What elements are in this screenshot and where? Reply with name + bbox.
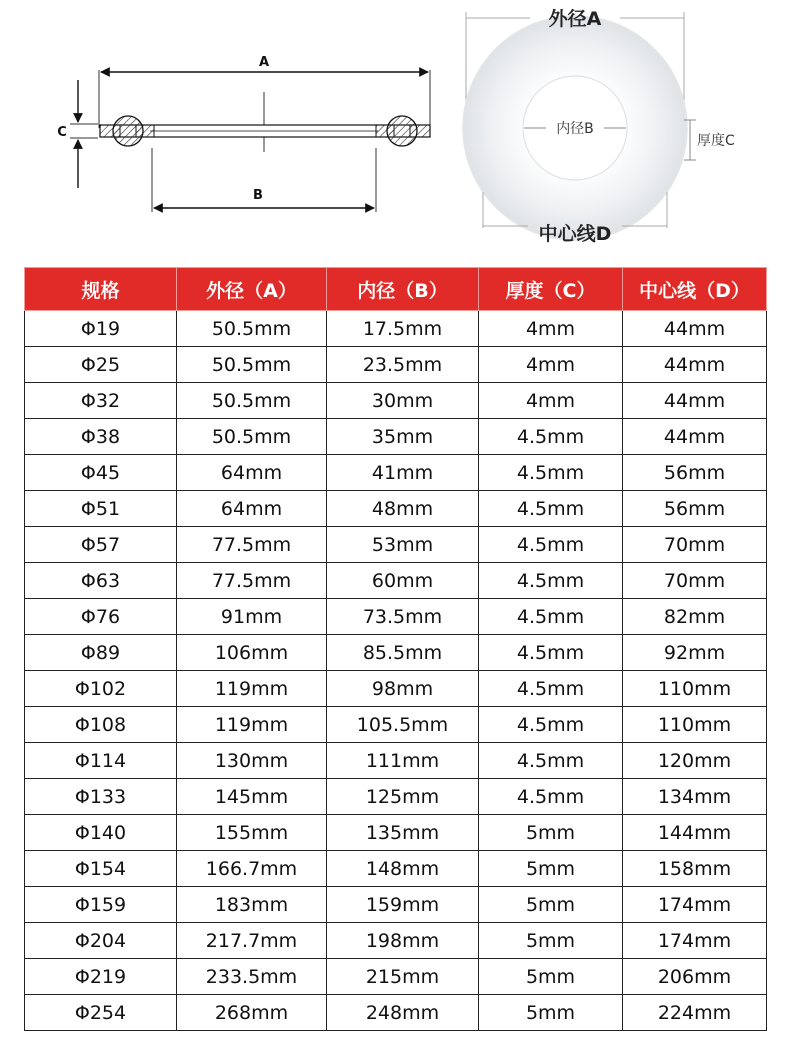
cell-center: 44mm — [623, 311, 767, 347]
cell-inner: 41mm — [327, 455, 479, 491]
cell-thickness: 4.5mm — [479, 563, 623, 599]
cell-outer: 64mm — [177, 491, 327, 527]
cell-inner: 73.5mm — [327, 599, 479, 635]
cell-spec: Φ57 — [25, 527, 177, 563]
cell-thickness: 4.5mm — [479, 491, 623, 527]
table-row — [25, 455, 767, 491]
center-line-label: 中心线D — [538, 223, 612, 245]
cell-center: 44mm — [623, 419, 767, 455]
cell-outer: 77.5mm — [177, 527, 327, 563]
cell-spec: Φ25 — [25, 347, 177, 383]
cell-outer: 233.5mm — [177, 959, 327, 995]
cell-spec: Φ154 — [25, 851, 177, 887]
cell-thickness: 5mm — [479, 887, 623, 923]
table-row — [25, 671, 767, 707]
cell-spec: Φ76 — [25, 599, 177, 635]
cell-center: 92mm — [623, 635, 767, 671]
table-row — [25, 995, 767, 1031]
cell-outer: 119mm — [177, 671, 327, 707]
cell-spec: Φ32 — [25, 383, 177, 419]
header-thickness: 厚度（C） — [479, 268, 623, 311]
cell-thickness: 5mm — [479, 923, 623, 959]
table-header-row — [25, 268, 767, 311]
table-body — [25, 311, 767, 1031]
table-row — [25, 887, 767, 923]
illustration-svg — [0, 0, 790, 262]
dimension-a-label: A — [258, 55, 270, 70]
table-row — [25, 383, 767, 419]
cell-spec: Φ38 — [25, 419, 177, 455]
cell-inner: 248mm — [327, 995, 479, 1031]
cell-spec: Φ140 — [25, 815, 177, 851]
cell-inner: 159mm — [327, 887, 479, 923]
cell-thickness: 5mm — [479, 815, 623, 851]
cell-center: 56mm — [623, 455, 767, 491]
cell-outer: 64mm — [177, 455, 327, 491]
cell-thickness: 4.5mm — [479, 779, 623, 815]
cell-center: 44mm — [623, 347, 767, 383]
table-row — [25, 347, 767, 383]
table-row — [25, 743, 767, 779]
dimension-c-label: C — [57, 125, 67, 140]
cell-inner: 35mm — [327, 419, 479, 455]
cell-inner: 198mm — [327, 923, 479, 959]
cell-inner: 30mm — [327, 383, 479, 419]
table-row — [25, 563, 767, 599]
cell-center: 44mm — [623, 383, 767, 419]
table-row — [25, 599, 767, 635]
cell-thickness: 4.5mm — [479, 707, 623, 743]
cell-center: 82mm — [623, 599, 767, 635]
cell-spec: Φ133 — [25, 779, 177, 815]
cell-center: 70mm — [623, 527, 767, 563]
thickness-label: 厚度C — [697, 133, 735, 149]
cell-center: 174mm — [623, 923, 767, 959]
cell-spec: Φ254 — [25, 995, 177, 1031]
cell-spec: Φ63 — [25, 563, 177, 599]
cell-center: 134mm — [623, 779, 767, 815]
cell-inner: 60mm — [327, 563, 479, 599]
gasket-photo — [463, 7, 735, 245]
cell-thickness: 4mm — [479, 383, 623, 419]
cell-outer: 268mm — [177, 995, 327, 1031]
cell-spec: Φ159 — [25, 887, 177, 923]
cell-thickness: 5mm — [479, 995, 623, 1031]
table-row — [25, 419, 767, 455]
cell-center: 56mm — [623, 491, 767, 527]
spec-table — [24, 267, 767, 1031]
cell-thickness: 4.5mm — [479, 455, 623, 491]
cross-section-diagram — [57, 55, 430, 212]
cell-outer: 50.5mm — [177, 347, 327, 383]
cell-outer: 145mm — [177, 779, 327, 815]
cell-thickness: 5mm — [479, 851, 623, 887]
outer-diameter-label: 外径A — [548, 8, 602, 30]
cell-inner: 48mm — [327, 491, 479, 527]
cell-thickness: 4.5mm — [479, 671, 623, 707]
table-row — [25, 527, 767, 563]
cell-outer: 77.5mm — [177, 563, 327, 599]
table-row — [25, 779, 767, 815]
cell-outer: 91mm — [177, 599, 327, 635]
cell-inner: 23.5mm — [327, 347, 479, 383]
table-row — [25, 707, 767, 743]
cell-spec: Φ204 — [25, 923, 177, 959]
cell-inner: 111mm — [327, 743, 479, 779]
inner-diameter-label: 内径B — [556, 121, 594, 137]
cell-center: 224mm — [623, 995, 767, 1031]
cell-thickness: 4.5mm — [479, 743, 623, 779]
cell-inner: 53mm — [327, 527, 479, 563]
cell-center: 144mm — [623, 815, 767, 851]
cell-thickness: 4.5mm — [479, 527, 623, 563]
cell-outer: 166.7mm — [177, 851, 327, 887]
cell-outer: 50.5mm — [177, 383, 327, 419]
cell-thickness: 4.5mm — [479, 419, 623, 455]
cell-center: 70mm — [623, 563, 767, 599]
cell-inner: 148mm — [327, 851, 479, 887]
cell-outer: 155mm — [177, 815, 327, 851]
cell-thickness: 4.5mm — [479, 599, 623, 635]
cell-spec: Φ19 — [25, 311, 177, 347]
table-row — [25, 923, 767, 959]
table-row — [25, 815, 767, 851]
table-row — [25, 959, 767, 995]
cell-inner: 125mm — [327, 779, 479, 815]
table-row — [25, 491, 767, 527]
cell-center: 110mm — [623, 707, 767, 743]
header-outer-diameter: 外径（A） — [177, 268, 327, 311]
header-inner-diameter: 内径（B） — [327, 268, 479, 311]
cell-inner: 135mm — [327, 815, 479, 851]
cell-spec: Φ45 — [25, 455, 177, 491]
cell-spec: Φ219 — [25, 959, 177, 995]
cell-outer: 50.5mm — [177, 419, 327, 455]
cell-spec: Φ108 — [25, 707, 177, 743]
cell-inner: 17.5mm — [327, 311, 479, 347]
cell-thickness: 5mm — [479, 959, 623, 995]
cell-center: 158mm — [623, 851, 767, 887]
table-row — [25, 635, 767, 671]
cell-center: 174mm — [623, 887, 767, 923]
cell-thickness: 4mm — [479, 311, 623, 347]
cell-inner: 105.5mm — [327, 707, 479, 743]
cell-spec: Φ89 — [25, 635, 177, 671]
cell-outer: 119mm — [177, 707, 327, 743]
cell-outer: 106mm — [177, 635, 327, 671]
table-row — [25, 851, 767, 887]
cell-thickness: 4mm — [479, 347, 623, 383]
cell-outer: 130mm — [177, 743, 327, 779]
cell-outer: 50.5mm — [177, 311, 327, 347]
cell-outer: 183mm — [177, 887, 327, 923]
cell-inner: 98mm — [327, 671, 479, 707]
cell-center: 110mm — [623, 671, 767, 707]
cell-center: 206mm — [623, 959, 767, 995]
cell-inner: 215mm — [327, 959, 479, 995]
cell-outer: 217.7mm — [177, 923, 327, 959]
product-illustration — [0, 0, 790, 262]
cell-spec: Φ114 — [25, 743, 177, 779]
cell-inner: 85.5mm — [327, 635, 479, 671]
cell-spec: Φ102 — [25, 671, 177, 707]
header-center-line: 中心线（D） — [623, 268, 767, 311]
table-row — [25, 311, 767, 347]
header-spec: 规格 — [25, 268, 177, 311]
dimension-b-label: B — [253, 188, 263, 203]
cell-thickness: 4.5mm — [479, 635, 623, 671]
cell-spec: Φ51 — [25, 491, 177, 527]
cell-center: 120mm — [623, 743, 767, 779]
